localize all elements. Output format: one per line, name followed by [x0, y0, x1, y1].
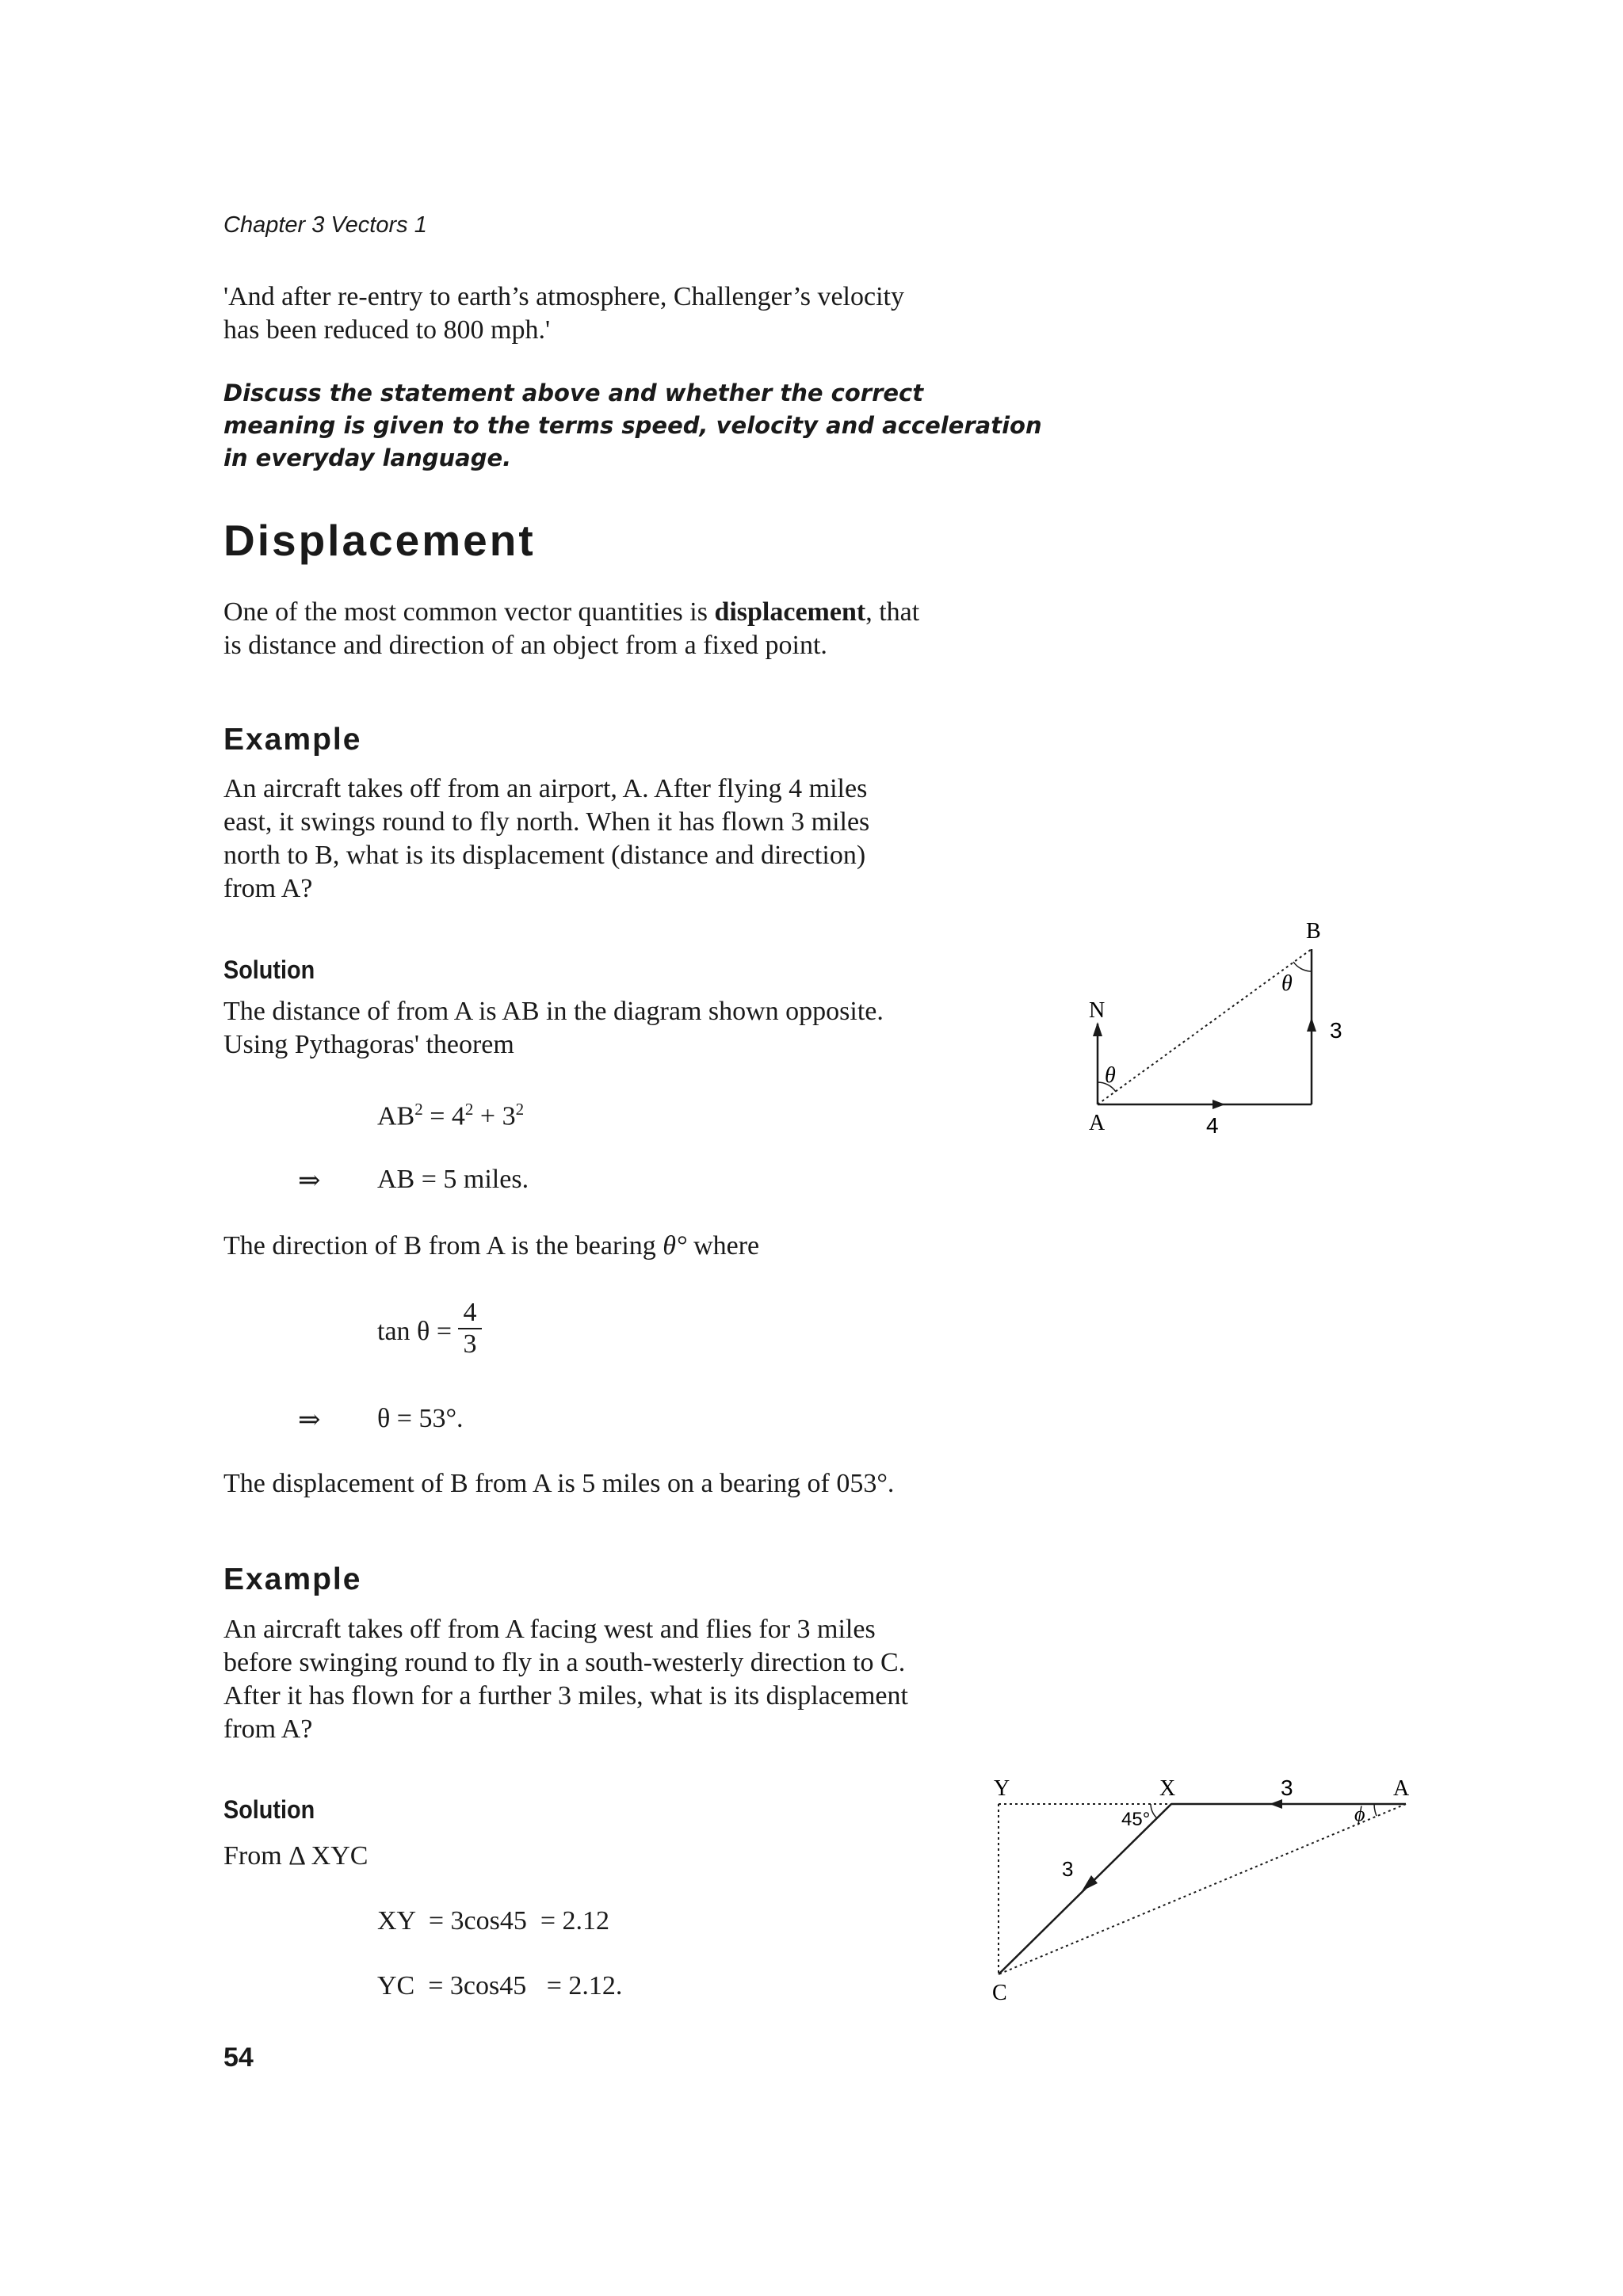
example-heading: Example	[223, 1562, 362, 1596]
direction-sentence	[223, 1230, 759, 1263]
solution-heading: Solution	[223, 1795, 315, 1824]
example-text	[223, 1613, 908, 1746]
solution-line: The distance of from A is AB in the diagram shown opposite.	[223, 997, 884, 1026]
solution-line: Using Pythagoras' theorem	[223, 1030, 514, 1059]
section-title: Displacement	[223, 516, 536, 565]
implies-symbol: ⇒	[298, 1405, 321, 1435]
example-line: from A?	[223, 1714, 313, 1744]
quote-line: has been reduced to 800 mph.'	[223, 315, 551, 345]
implies-symbol: ⇒	[298, 1166, 321, 1196]
north-reference-arrow	[1093, 1022, 1102, 1036]
fraction-denominator: 3	[463, 1329, 477, 1359]
discussion-line: in everyday language.	[223, 444, 512, 471]
example-text	[223, 772, 869, 906]
fraction-numerator: 4	[463, 1298, 477, 1327]
eq-term: + 3	[473, 1101, 516, 1131]
direction-text: The direction of B from A is the bearing	[223, 1231, 663, 1261]
intro-line: is distance and direction of an object from a fixed point.	[223, 631, 827, 660]
intro-paragraph	[223, 596, 919, 662]
theta-symbol: θ°	[663, 1231, 687, 1261]
point-a-label: A	[1393, 1776, 1410, 1801]
discussion-line: meaning is given to the terms speed, velocity and acceleration	[223, 412, 1042, 439]
eq-sup: 2	[414, 1100, 423, 1119]
quote	[223, 280, 904, 347]
example-line: An aircraft takes off from A facing west and flies for 3 miles	[223, 1615, 876, 1644]
angle-45-label: 45°	[1121, 1809, 1151, 1830]
north-label: N	[1089, 998, 1106, 1023]
length-xa-label: 3	[1281, 1775, 1293, 1800]
theta-label-top: θ	[1281, 971, 1293, 996]
north-arrow	[1307, 1017, 1316, 1032]
example-heading: Example	[223, 723, 362, 757]
intro-line	[223, 596, 919, 629]
eq-sup: 2	[515, 1100, 525, 1119]
theta-result: θ = 53°.	[377, 1404, 464, 1433]
direction-text: where	[686, 1231, 760, 1261]
bearing-diagram	[1054, 911, 1387, 1149]
point-y-label: Y	[994, 1776, 1010, 1801]
example-line: north to B, what is its displacement (distance and direction)	[223, 841, 866, 870]
fraction	[458, 1298, 482, 1360]
yc-equation: YC = 3cos45 = 2.12.	[377, 1971, 623, 2000]
displacement-line	[1098, 949, 1312, 1104]
running-head: Chapter 3 Vectors 1	[223, 212, 427, 238]
triangle-diagram	[975, 1767, 1450, 2012]
conclusion: The displacement of B from A is 5 miles on a bearing of 053°.	[223, 1469, 895, 1498]
point-x-label: X	[1159, 1776, 1176, 1801]
intro-text: , that	[865, 597, 920, 627]
eq-sup: 2	[464, 1100, 474, 1119]
east-arrow	[1212, 1100, 1225, 1109]
example-line: An aircraft takes off from an airport, A. After flying 4 miles	[223, 774, 868, 803]
pythagoras-equation	[377, 1100, 524, 1131]
solution-heading: Solution	[223, 955, 315, 984]
tan-lhs: tan θ =	[377, 1317, 452, 1346]
point-a-label: A	[1089, 1111, 1106, 1135]
solution-text	[223, 995, 884, 1062]
segment-ac	[999, 1804, 1406, 1974]
point-b-label: B	[1306, 919, 1321, 944]
page-number: 54	[223, 2042, 254, 2073]
discussion-line: Discuss the statement above and whether the correct	[223, 379, 924, 406]
intro-text: One of the most common vector quantities is	[223, 597, 715, 627]
phi-label: ϕ	[1354, 1802, 1365, 1825]
example-line: before swinging round to fly in a south-westerly direction to C.	[223, 1648, 906, 1677]
example-line: east, it swings round to fly north. When it has flown 3 miles	[223, 807, 870, 837]
angle-arc-b	[1293, 962, 1312, 971]
distance-result: AB = 5 miles.	[377, 1165, 529, 1194]
point-c-label: C	[992, 1981, 1007, 2005]
east-length-label: 4	[1206, 1113, 1219, 1138]
eq-term: = 4	[422, 1101, 465, 1131]
example-line: After it has flown for a further 3 miles, what is its displacement	[223, 1681, 908, 1711]
quote-line: 'And after re-entry to earth’s atmosphere, Challenger’s velocity	[223, 282, 904, 311]
segment-xa-arrow	[1270, 1799, 1282, 1809]
from-triangle: From Δ XYC	[223, 1841, 369, 1871]
eq-term: AB	[377, 1101, 415, 1131]
example-line: from A?	[223, 874, 313, 903]
length-xc-label: 3	[1062, 1857, 1074, 1881]
xy-equation: XY = 3cos45 = 2.12	[377, 1906, 610, 1936]
angle-arc-x	[1151, 1804, 1157, 1818]
theta-label-bottom: θ	[1105, 1063, 1116, 1088]
angle-arc-a	[1374, 1804, 1377, 1816]
discussion-task	[223, 377, 1042, 475]
north-length-label: 3	[1330, 1018, 1342, 1043]
intro-keyword: displacement	[714, 597, 866, 627]
